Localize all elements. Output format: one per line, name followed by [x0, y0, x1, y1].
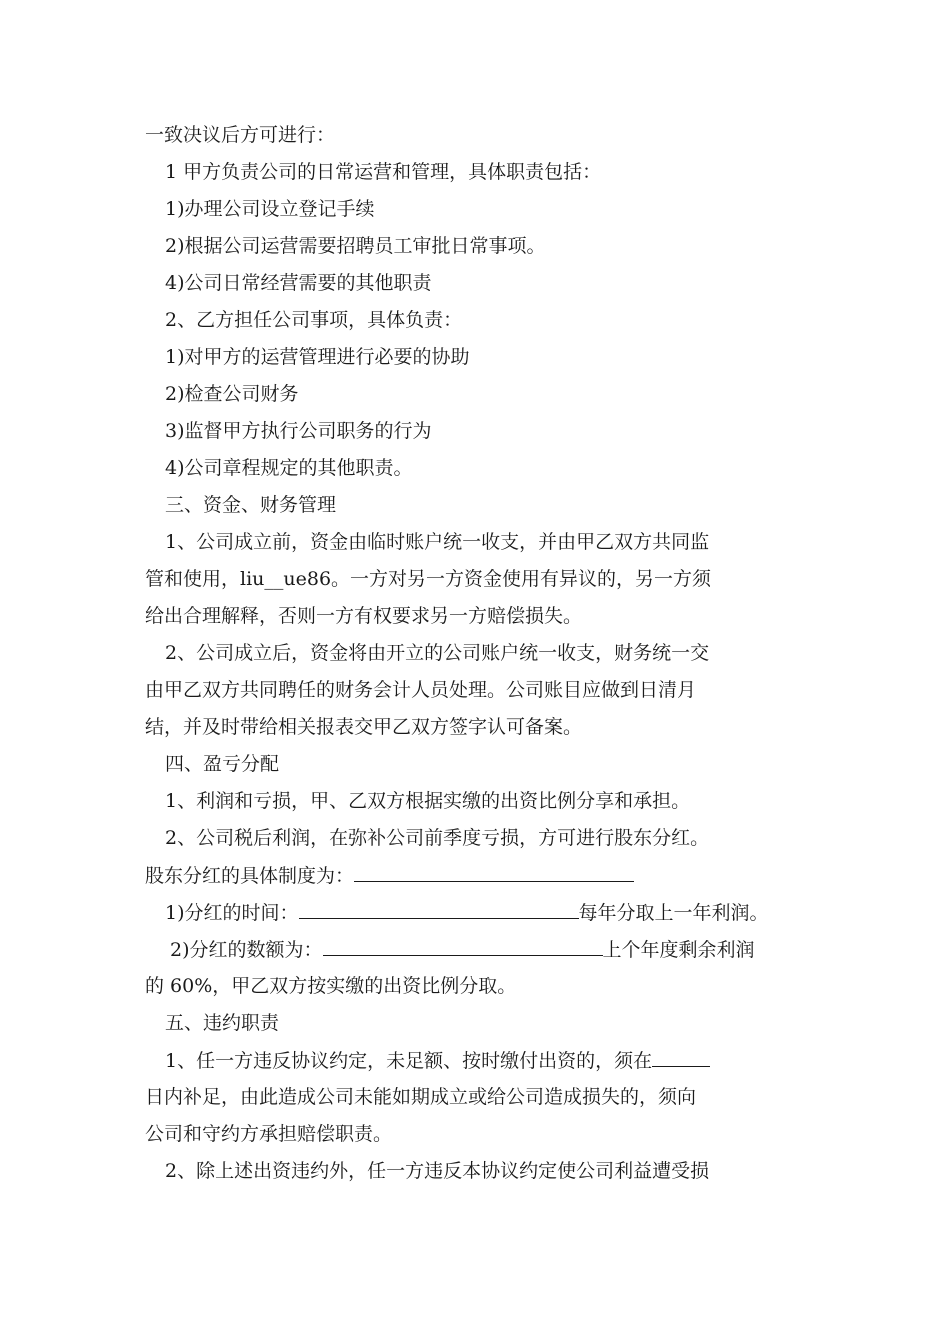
inline-text: 上个年度剩余利润 [602, 939, 755, 961]
paragraph-line: 给出合理解释，否则一方有权要求另一方赔偿损失。 [145, 605, 583, 627]
paragraph-line: 由甲乙双方共同聘任的财务会计人员处理。公司账目应做到日清月 [145, 679, 697, 701]
paragraph-line: 的 60%，甲乙双方按实缴的出资比例分取。 [145, 975, 517, 997]
paragraph-line [145, 894, 810, 931]
list-item: 1)办理公司设立登记手续 [165, 198, 375, 220]
fill-in-blank [323, 931, 603, 956]
inline-text: 1、任一方违反协议约定，未足额、按时缴付出资的，须在 [165, 1050, 653, 1072]
fill-in-blank [354, 857, 634, 882]
paragraph-line [145, 931, 810, 968]
inline-text: 每年分取上一年利润。 [578, 902, 769, 924]
section-heading-profit: 四、盈亏分配 [165, 753, 280, 775]
paragraph-line: 2、公司税后利润，在弥补公司前季度亏损，方可进行股东分红。 [165, 827, 710, 849]
fill-in-blank [299, 894, 579, 919]
list-item: 2)检查公司财务 [165, 383, 299, 405]
list-item: 4)公司日常经营需要的其他职责 [165, 272, 432, 294]
paragraph-line: 结，并及时带给相关报表交甲乙双方签字认可备案。 [145, 716, 583, 738]
paragraph-line [145, 1042, 810, 1079]
paragraph-line: 1 甲方负责公司的日常运营和管理，具体职责包括： [165, 161, 602, 183]
paragraph-line: 1、公司成立前，资金由临时账户统一收支，并由甲乙双方共同监 [165, 531, 710, 553]
paragraph-line: 2、公司成立后，资金将由开立的公司账户统一收支，财务统一交 [165, 642, 710, 664]
inline-text: 2)分红的数额为： [170, 939, 323, 961]
paragraph-line: 2、乙方担任公司事项，具体负责： [165, 309, 463, 331]
fill-in-blank [652, 1042, 710, 1067]
section-heading-funds: 三、资金、财务管理 [165, 494, 337, 516]
paragraph-line: 一致决议后方可进行： [145, 124, 336, 146]
paragraph-line: 公司和守约方承担赔偿职责。 [145, 1123, 393, 1145]
paragraph-line: 1、利润和亏损，甲、乙双方根据实缴的出资比例分享和承担。 [165, 790, 691, 812]
list-item: 2)根据公司运营需要招聘员工审批日常事项。 [165, 235, 546, 257]
document-body [145, 117, 810, 1190]
list-item: 4)公司章程规定的其他职责。 [165, 457, 413, 479]
paragraph-line: 2、除上述出资违约外，任一方违反本协议约定使公司利益遭受损 [165, 1160, 710, 1182]
paragraph-line: 日内补足，由此造成公司未能如期成立或给公司造成损失的，须向 [145, 1086, 697, 1108]
list-item: 3)监督甲方执行公司职务的行为 [165, 420, 432, 442]
section-heading-liability: 五、违约职责 [165, 1012, 280, 1034]
inline-text: 股东分红的具体制度为： [145, 865, 355, 887]
paragraph-line [145, 857, 810, 894]
list-item: 1)对甲方的运营管理进行必要的协助 [165, 346, 470, 368]
inline-text: 1)分红的时间： [165, 902, 299, 924]
paragraph-line: 管和使用，liu__ue86。一方对另一方资金使用有异议的，另一方须 [145, 568, 712, 590]
